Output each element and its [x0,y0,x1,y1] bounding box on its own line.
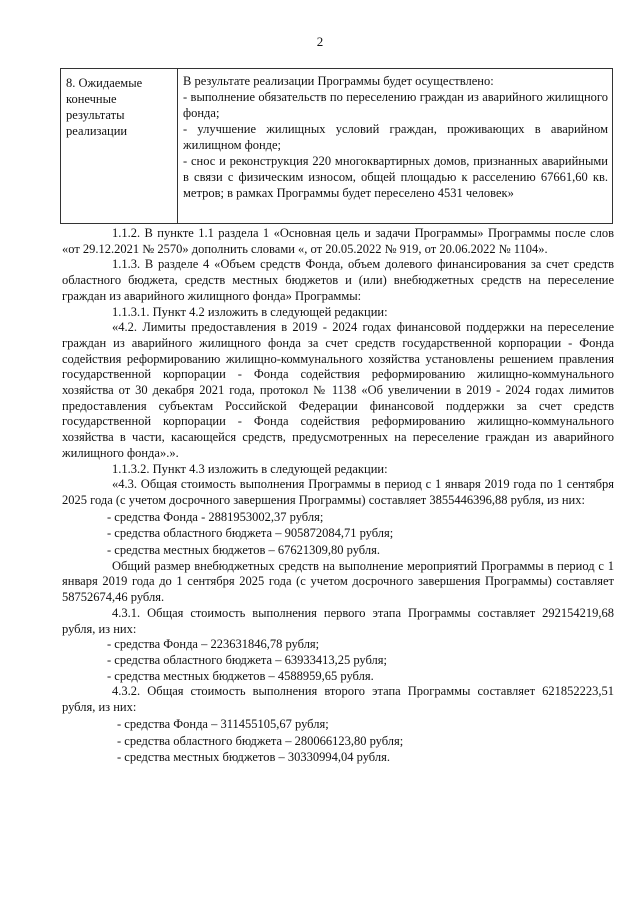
paragraph-4-3-1: 4.3.1. Общая стоимость выполнения первого этапа Программы составляет 292154219,68 рубля, из них: [62,605,614,636]
table-item: - выполнение обязательств по переселению граждан из аварийного жилищного фонда; [183,90,608,120]
results-table [60,68,613,224]
paragraph-1-1-3: 1.1.3. В разделе 4 «Объем средств Фонда, объем долевого финансирования за счет средств областного бюджета, средств местных бюджетов и (или) внебюджетных средств на переселение граждан из аварийного жилищного фонда» Программы: [62,257,614,303]
paragraph-4-3-2: 4.3.2. Общая стоимость выполнения второго этапа Программы составляет 621852223,51 рубля, из них: [62,684,614,715]
table-item: - снос и реконструкция 220 многоквартирных домов, признанных аварийными в связи с физическим износом, общей площадью к расселению 67661,60 кв. метров; в рамках Программы будет переселено 4531 человек» [183,154,608,200]
page-number: 2 [316,34,324,49]
list-item: - средства Фонда – 223631846,78 рубля; [107,637,320,652]
list-item: - средства местных бюджетов – 67621309,80 рубля. [107,543,380,558]
table-intro: В результате реализации Программы будет осуществлено: [183,74,494,88]
list-item: - средства Фонда – 311455105,67 рубля; [117,716,329,731]
paragraph-1-1-3-2: 1.1.3.2. Пункт 4.3 изложить в следующей редакции: [112,461,388,476]
document-body [62,226,614,766]
paragraph-extra-budget: Общий размер внебюджетных средств на выполнение мероприятий Программы в период с 1 января 2019 года до 1 сентября 2025 года (с учетом досрочного завершения Программы) составляет 58752674,46 рубля. [62,558,614,605]
list-item: - средства областного бюджета – 905872084,71 рубля; [107,526,394,541]
list-item: - средства областного бюджета – 280066123,80 рубля; [117,733,404,748]
list-item: - средства Фонда - 2881953002,37 рубля; [107,509,324,524]
table-label-cell: 8. Ожидаемые конечные результаты реализации [61,69,178,223]
paragraph-4-2: «4.2. Лимиты предоставления в 2019 - 2024 годах финансовой поддержки на переселение граждан из аварийного жилищного фонда за счет средств государственной корпорации - Фонда содействия реформированию жилищно-коммунального хозяйства установлены решением правления государственной корпорации - Фонда содействия реформированию жилищно-коммунального хозяйства от 30 декабря 2021 года, протокол № 1138 «Об увеличении в 2019 - 2024 годах лимитов предоставления субъектам Российской Федерации финансовой поддержки за счет средств государственной корпорации - Фонда содействия реформированию жилищно-коммунального хозяйства в части, касающейся средств, предусмотренных на переселение граждан из аварийного жилищного фонда».». [62,320,614,460]
list-item: - средства местных бюджетов – 30330994,04 рубля. [117,750,390,765]
table-item: - улучшение жилищных условий граждан, проживающих в аварийном жилищном фонде; [183,122,608,152]
paragraph-1-1-3-1: 1.1.3.1. Пункт 4.2 изложить в следующей редакции: [112,304,388,319]
table-content-cell [178,69,612,223]
list-item: - средства местных бюджетов – 4588959,65 рубля. [107,668,374,683]
paragraph-4-3: «4.3. Общая стоимость выполнения Программы в период с 1 января 2019 года по 1 сентября 2025 года (с учетом досрочного завершения Программы) составляет 3855446396,88 рубля, из них: [62,477,614,507]
list-item: - средства областного бюджета – 63933413,25 рубля; [107,652,388,667]
paragraph-1-1-2: 1.1.2. В пункте 1.1 раздела 1 «Основная цель и задачи Программы» Программы после слов «от 29.12.2021 № 2570» дополнить словами «, от 20.05.2022 № 919, от 20.06.2022 № 1104». [62,226,614,256]
